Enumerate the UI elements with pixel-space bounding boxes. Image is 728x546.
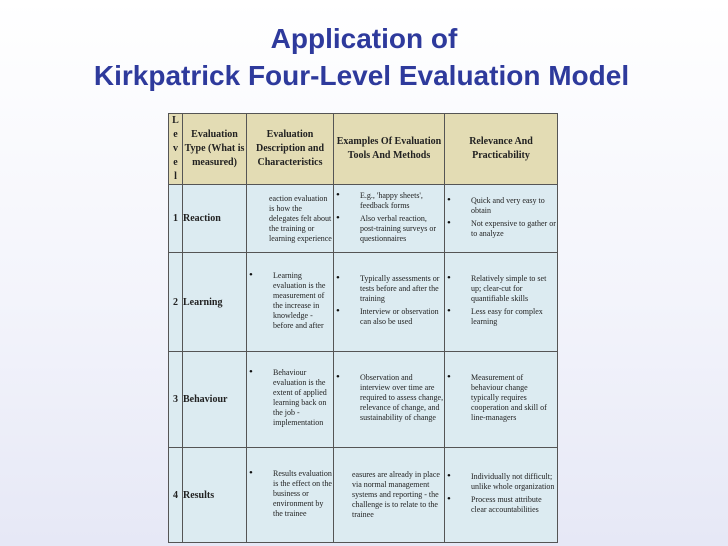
list-item: • Quick and very easy to obtain — [445, 196, 557, 216]
list-item: • Behaviour evaluation is the extent of applied learning back on the job - implementation — [247, 368, 333, 428]
description-cell — [247, 352, 334, 448]
title-line-1: Application of — [270, 23, 458, 54]
level-number: 1 — [169, 185, 183, 253]
list-item: • Individually not difficult; unlike whole organization — [445, 472, 557, 492]
relevance-cell — [445, 185, 558, 253]
list-item: • Interview or observation can also be used — [334, 307, 444, 327]
level-name: Behaviour — [183, 352, 247, 448]
level-name: Learning — [183, 253, 247, 352]
relevance-cell — [445, 448, 558, 543]
table-header-row — [169, 114, 558, 185]
header-examples: Examples Of Evaluation Tools And Methods — [334, 114, 445, 185]
slide-title — [0, 20, 728, 94]
examples-cell: easures are already in place via normal management systems and reporting - the challenge is to relate to the trainee — [334, 448, 445, 543]
table-row — [169, 448, 558, 543]
header-evaluation-type: Evaluation Type (What is measured) — [183, 114, 247, 185]
list-item: • Not expensive to gather or to analyze — [445, 219, 557, 239]
relevance-cell — [445, 352, 558, 448]
list-item: • Measurement of behaviour change typically requires cooperation and skill of line-managers — [445, 373, 557, 423]
description-cell: eaction evaluation is how the delegates felt about the training or learning experience — [247, 185, 334, 253]
level-number: 3 — [169, 352, 183, 448]
list-item: • E.g., 'happy sheets', feedback forms — [334, 191, 444, 211]
evaluation-table — [168, 113, 558, 543]
level-number: 2 — [169, 253, 183, 352]
table-row — [169, 253, 558, 352]
relevance-cell — [445, 253, 558, 352]
level-number: 4 — [169, 448, 183, 543]
header-description: Evaluation Description and Characteristics — [247, 114, 334, 185]
examples-cell — [334, 253, 445, 352]
header-relevance: Relevance And Practicability — [445, 114, 558, 185]
table-row — [169, 352, 558, 448]
title-line-2: Kirkpatrick Four-Level Evaluation Model — [93, 60, 630, 91]
description-cell — [247, 253, 334, 352]
list-item: • Relatively simple to set up; clear-cut for quantifiable skills — [445, 274, 557, 304]
table-row — [169, 185, 558, 253]
examples-cell — [334, 352, 445, 448]
header-level: L e v e l — [169, 114, 183, 185]
level-name: Results — [183, 448, 247, 543]
list-item: • Observation and interview over time are required to assess change, relevance of change, and sustainability of change — [334, 373, 444, 423]
examples-cell — [334, 185, 445, 253]
list-item: • Process must attribute clear accountabilities — [445, 495, 557, 515]
list-item: • Results evaluation is the effect on the business or environment by the trainee — [247, 469, 333, 519]
list-item: • Learning evaluation is the measurement of the increase in knowledge - before and after — [247, 271, 333, 331]
description-cell — [247, 448, 334, 543]
list-item: • Less easy for complex learning — [445, 307, 557, 327]
list-item: • Also verbal reaction, post-training surveys or questionnaires — [334, 214, 444, 244]
level-name: Reaction — [183, 185, 247, 253]
list-item: • Typically assessments or tests before and after the training — [334, 274, 444, 304]
